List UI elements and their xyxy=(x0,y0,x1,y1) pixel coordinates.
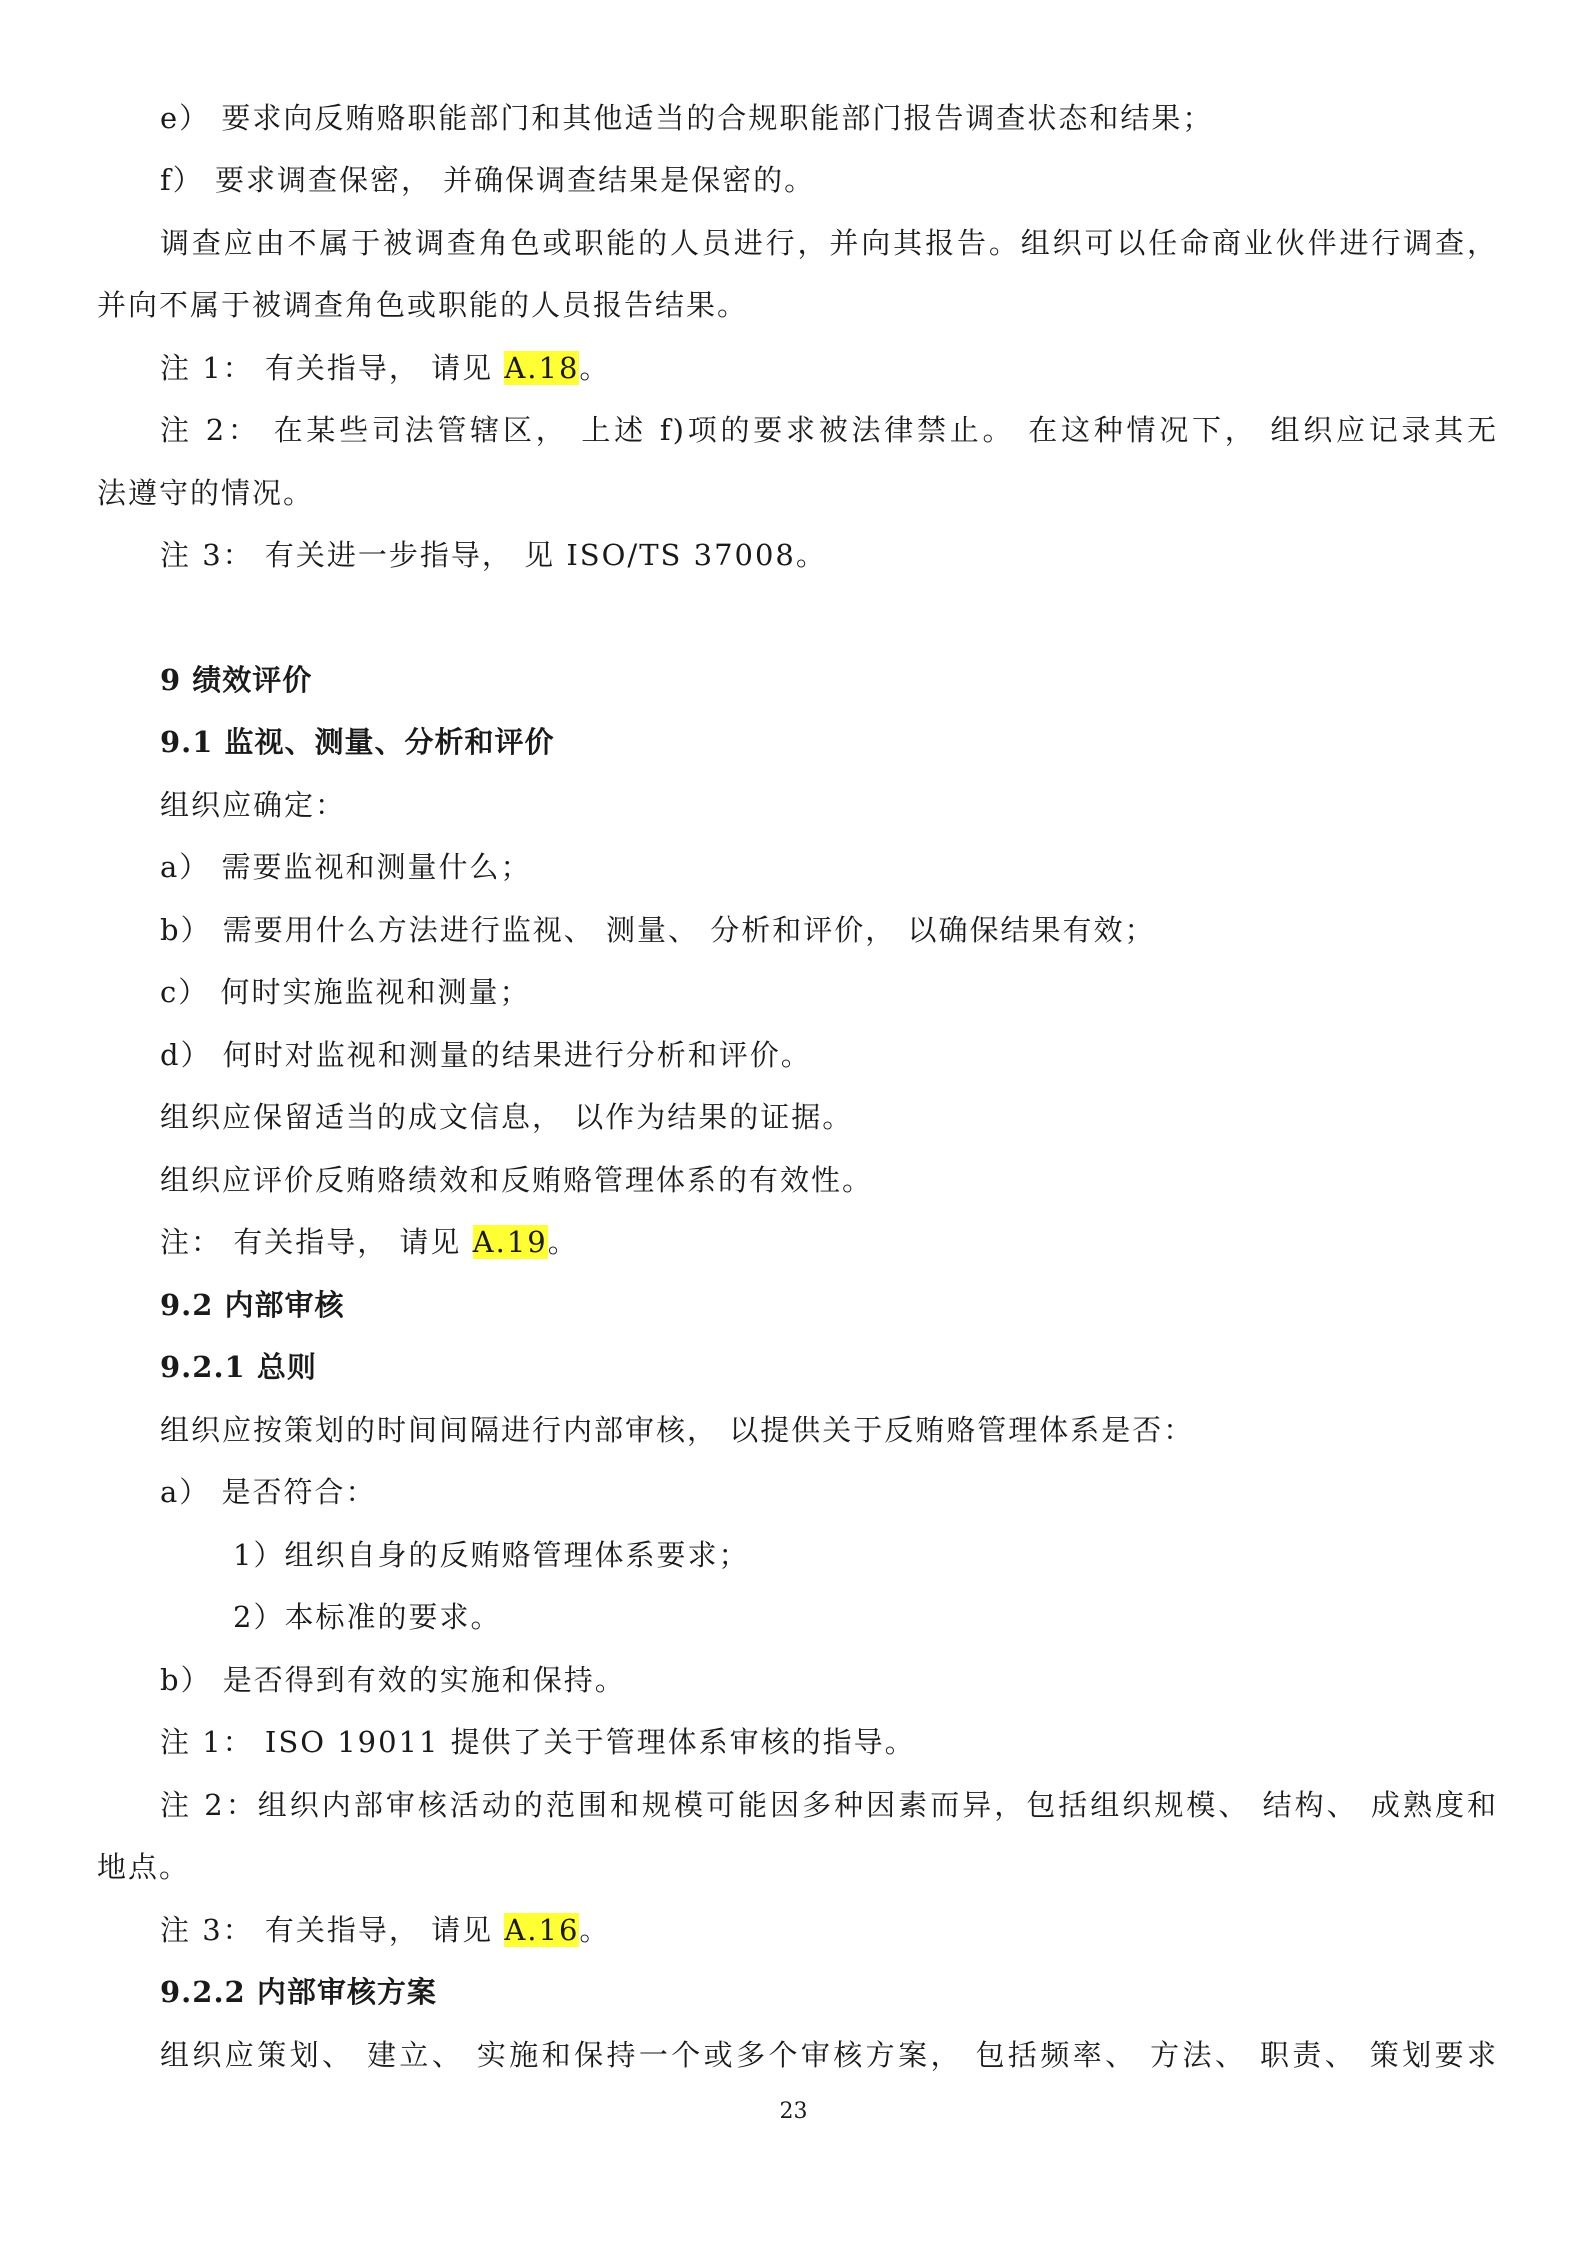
heading-9-2-2: 9.2.2 内部审核方案 xyxy=(160,1975,437,2009)
note xyxy=(160,1222,579,1262)
paragraph-evaluate: 组织应评价反贿赂绩效和反贿赂管理体系的有效性。 xyxy=(160,1163,874,1197)
note-3: 注 3： 有关进一步指导， 见 ISO/TS 37008。 xyxy=(160,538,827,572)
page-number: 23 xyxy=(779,2099,808,2124)
list-item-f: f） 要求调查保密， 并确保调查结果是保密的。 xyxy=(160,163,816,197)
note-9-2-1-3-end: 。 xyxy=(579,1913,611,1947)
sublist-item-1: 1）组织自身的反贿赂管理体系要求； xyxy=(233,1538,750,1572)
note-reference: A.19 xyxy=(472,1225,548,1259)
note-2-line1: 注 2： 在某些司法管辖区， 上述 f)项的要求被法律禁止。 在这种情况下， 组织应记录其无 xyxy=(160,413,1498,447)
note-9-2-1-2-line2: 地点。 xyxy=(97,1850,191,1884)
note-9-2-1-2-line1: 注 2：组织内部审核活动的范围和规模可能因多种因素而异，包括组织规模、 结构、 成熟度和 xyxy=(160,1788,1498,1822)
note-9-2-1-3 xyxy=(160,1910,610,1950)
note-9-2-1-1: 注 1： ISO 19011 提供了关于管理体系审核的指导。 xyxy=(160,1725,916,1759)
paragraph-retain: 组织应保留适当的成文信息， 以作为结果的证据。 xyxy=(160,1100,854,1134)
note-1-text: 注 1： 有关指导， 请见 xyxy=(160,351,505,385)
heading-9-2: 9.2 内部审核 xyxy=(160,1288,345,1322)
note-2-line2: 法遵守的情况。 xyxy=(97,476,315,510)
list-item-a: a） 需要监视和测量什么； xyxy=(160,850,532,884)
paragraph-investigation-line2: 并向不属于被调查角色或职能的人员报告结果。 xyxy=(97,288,749,322)
list-item-d: d） 何时对监视和测量的结果进行分析和评价。 xyxy=(160,1038,812,1072)
list-item-b: b） 需要用什么方法进行监视、 测量、 分析和评价， 以确保结果有效； xyxy=(160,913,1156,947)
heading-9-1: 9.1 监视、测量、分析和评价 xyxy=(160,725,555,759)
note-text: 注： 有关指导， 请见 xyxy=(160,1225,473,1259)
paragraph-investigation-line1: 调查应由不属于被调查角色或职能的人员进行，并向其报告。组织可以任命商业伙伴进行调查， xyxy=(160,226,1498,260)
note-1 xyxy=(160,348,610,388)
heading-9-2-1: 9.2.1 总则 xyxy=(160,1350,317,1384)
sublist-item-2: 2）本标准的要求。 xyxy=(233,1600,502,1634)
list-item-a2: a） 是否符合： xyxy=(160,1475,377,1509)
list-item-b2: b） 是否得到有效的实施和保持。 xyxy=(160,1663,626,1697)
note-1-reference: A.18 xyxy=(504,351,580,385)
list-item-e: e） 要求向反贿赂职能部门和其他适当的合规职能部门报告调查状态和结果； xyxy=(160,101,1214,135)
paragraph-audit: 组织应按策划的时间间隔进行内部审核， 以提供关于反贿赂管理体系是否： xyxy=(160,1413,1195,1447)
paragraph-program: 组织应策划、 建立、 实施和保持一个或多个审核方案， 包括频率、 方法、 职责、 策划要求 xyxy=(160,2038,1498,2072)
list-item-c: c） 何时实施监视和测量； xyxy=(160,975,531,1009)
note-end: 。 xyxy=(547,1225,579,1259)
paragraph-determine: 组织应确定： xyxy=(160,788,347,822)
note-1-end: 。 xyxy=(579,351,611,385)
note-9-2-1-3-reference: A.16 xyxy=(504,1913,580,1947)
note-9-2-1-3-text: 注 3： 有关指导， 请见 xyxy=(160,1913,505,1947)
heading-9: 9 绩效评价 xyxy=(160,663,313,697)
